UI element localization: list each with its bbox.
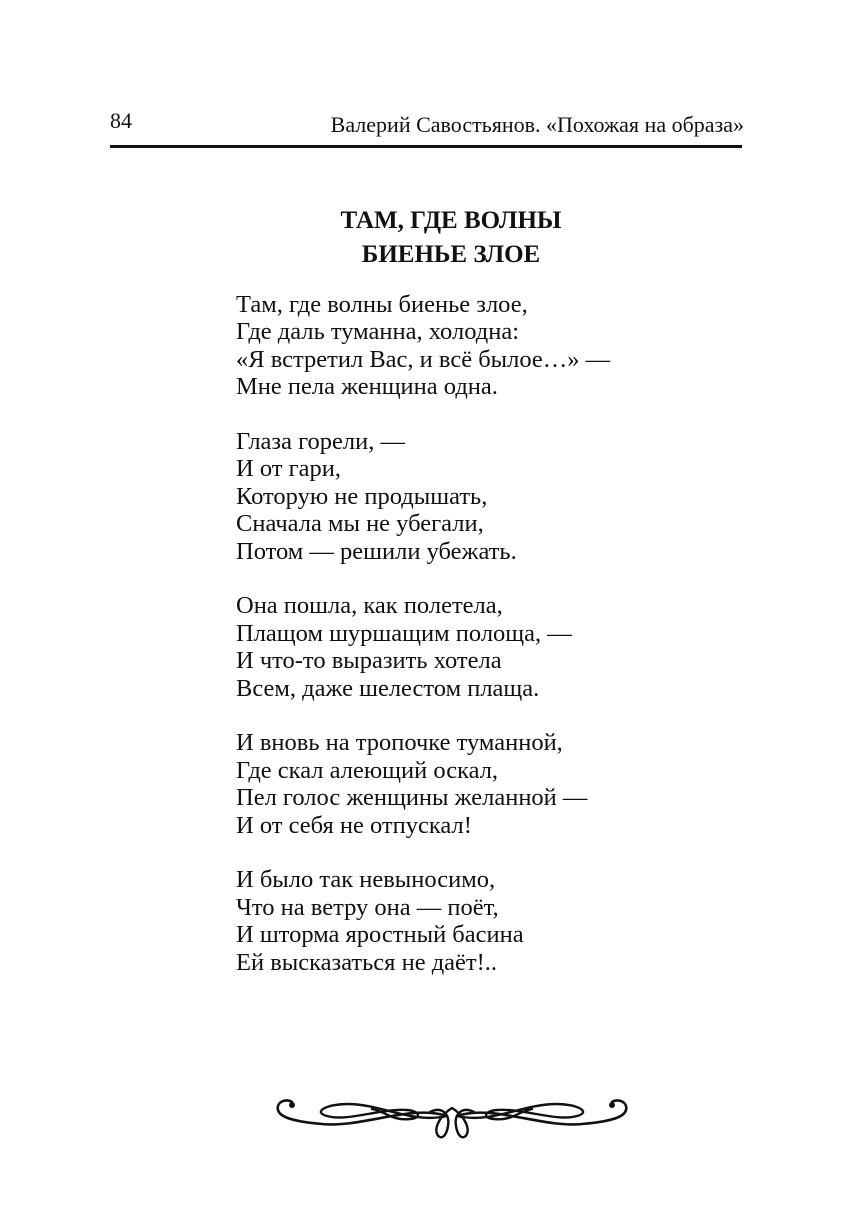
poem-line: И шторма яростный басина: [236, 921, 524, 949]
poem-line: Мне пела женщина одна.: [236, 373, 498, 401]
page-number: 84: [110, 108, 132, 133]
header-divider: [110, 145, 742, 148]
stanza-5: [236, 866, 610, 976]
stanza-4: [236, 729, 610, 839]
poem-title: [0, 204, 866, 272]
poem-line: «Я встретил Вас, и всё былое…» —: [236, 345, 611, 373]
poem-line: Там, где волны биенье злое,: [236, 291, 528, 318]
poem-line: Всем, даже шелестом плаща.: [236, 674, 540, 702]
poem-line: И от гари,: [236, 455, 341, 483]
poem-line: Пел голос женщины желанной —: [236, 784, 588, 812]
poem-line: Она пошла, как полетела,: [236, 592, 503, 620]
poem-line: Что на ветру она — поёт,: [236, 893, 499, 921]
stanza-3: [236, 592, 610, 702]
poem-title-line: БИЕНЬЕ ЗЛОЕ: [361, 241, 541, 268]
poem-line: И от себя не отпускал!: [236, 811, 472, 839]
poem-line: Где даль туманна, холодна:: [236, 318, 520, 346]
poem-line: Плащом шуршащим полоща, —: [236, 619, 572, 647]
stanza-1: [236, 291, 610, 401]
poem-line: Потом — решили убежать.: [236, 537, 517, 565]
poem-line: И было так невыносимо,: [236, 866, 496, 894]
poem-title-line: ТАМ, ГДЕ ВОЛНЫ: [340, 207, 562, 234]
poem-line: Которую не продышать,: [236, 482, 488, 510]
poem-line: Где скал алеющий оскал,: [236, 756, 499, 784]
flourish-divider-icon: [272, 1094, 632, 1146]
poem-line: Сначала мы не убегали,: [236, 510, 484, 538]
poem-line: И что-то выразить хотела: [236, 647, 502, 675]
poem-line: Ей высказаться не даёт!..: [236, 948, 498, 976]
poem-line: И вновь на тропочке туманной,: [236, 729, 563, 757]
stanza-2: [236, 428, 610, 565]
poem-line: Глаза горели, —: [236, 428, 405, 456]
poem-body: [236, 291, 610, 1003]
running-header: Валерий Савостьянов. «Похожая на образа»: [330, 112, 744, 137]
